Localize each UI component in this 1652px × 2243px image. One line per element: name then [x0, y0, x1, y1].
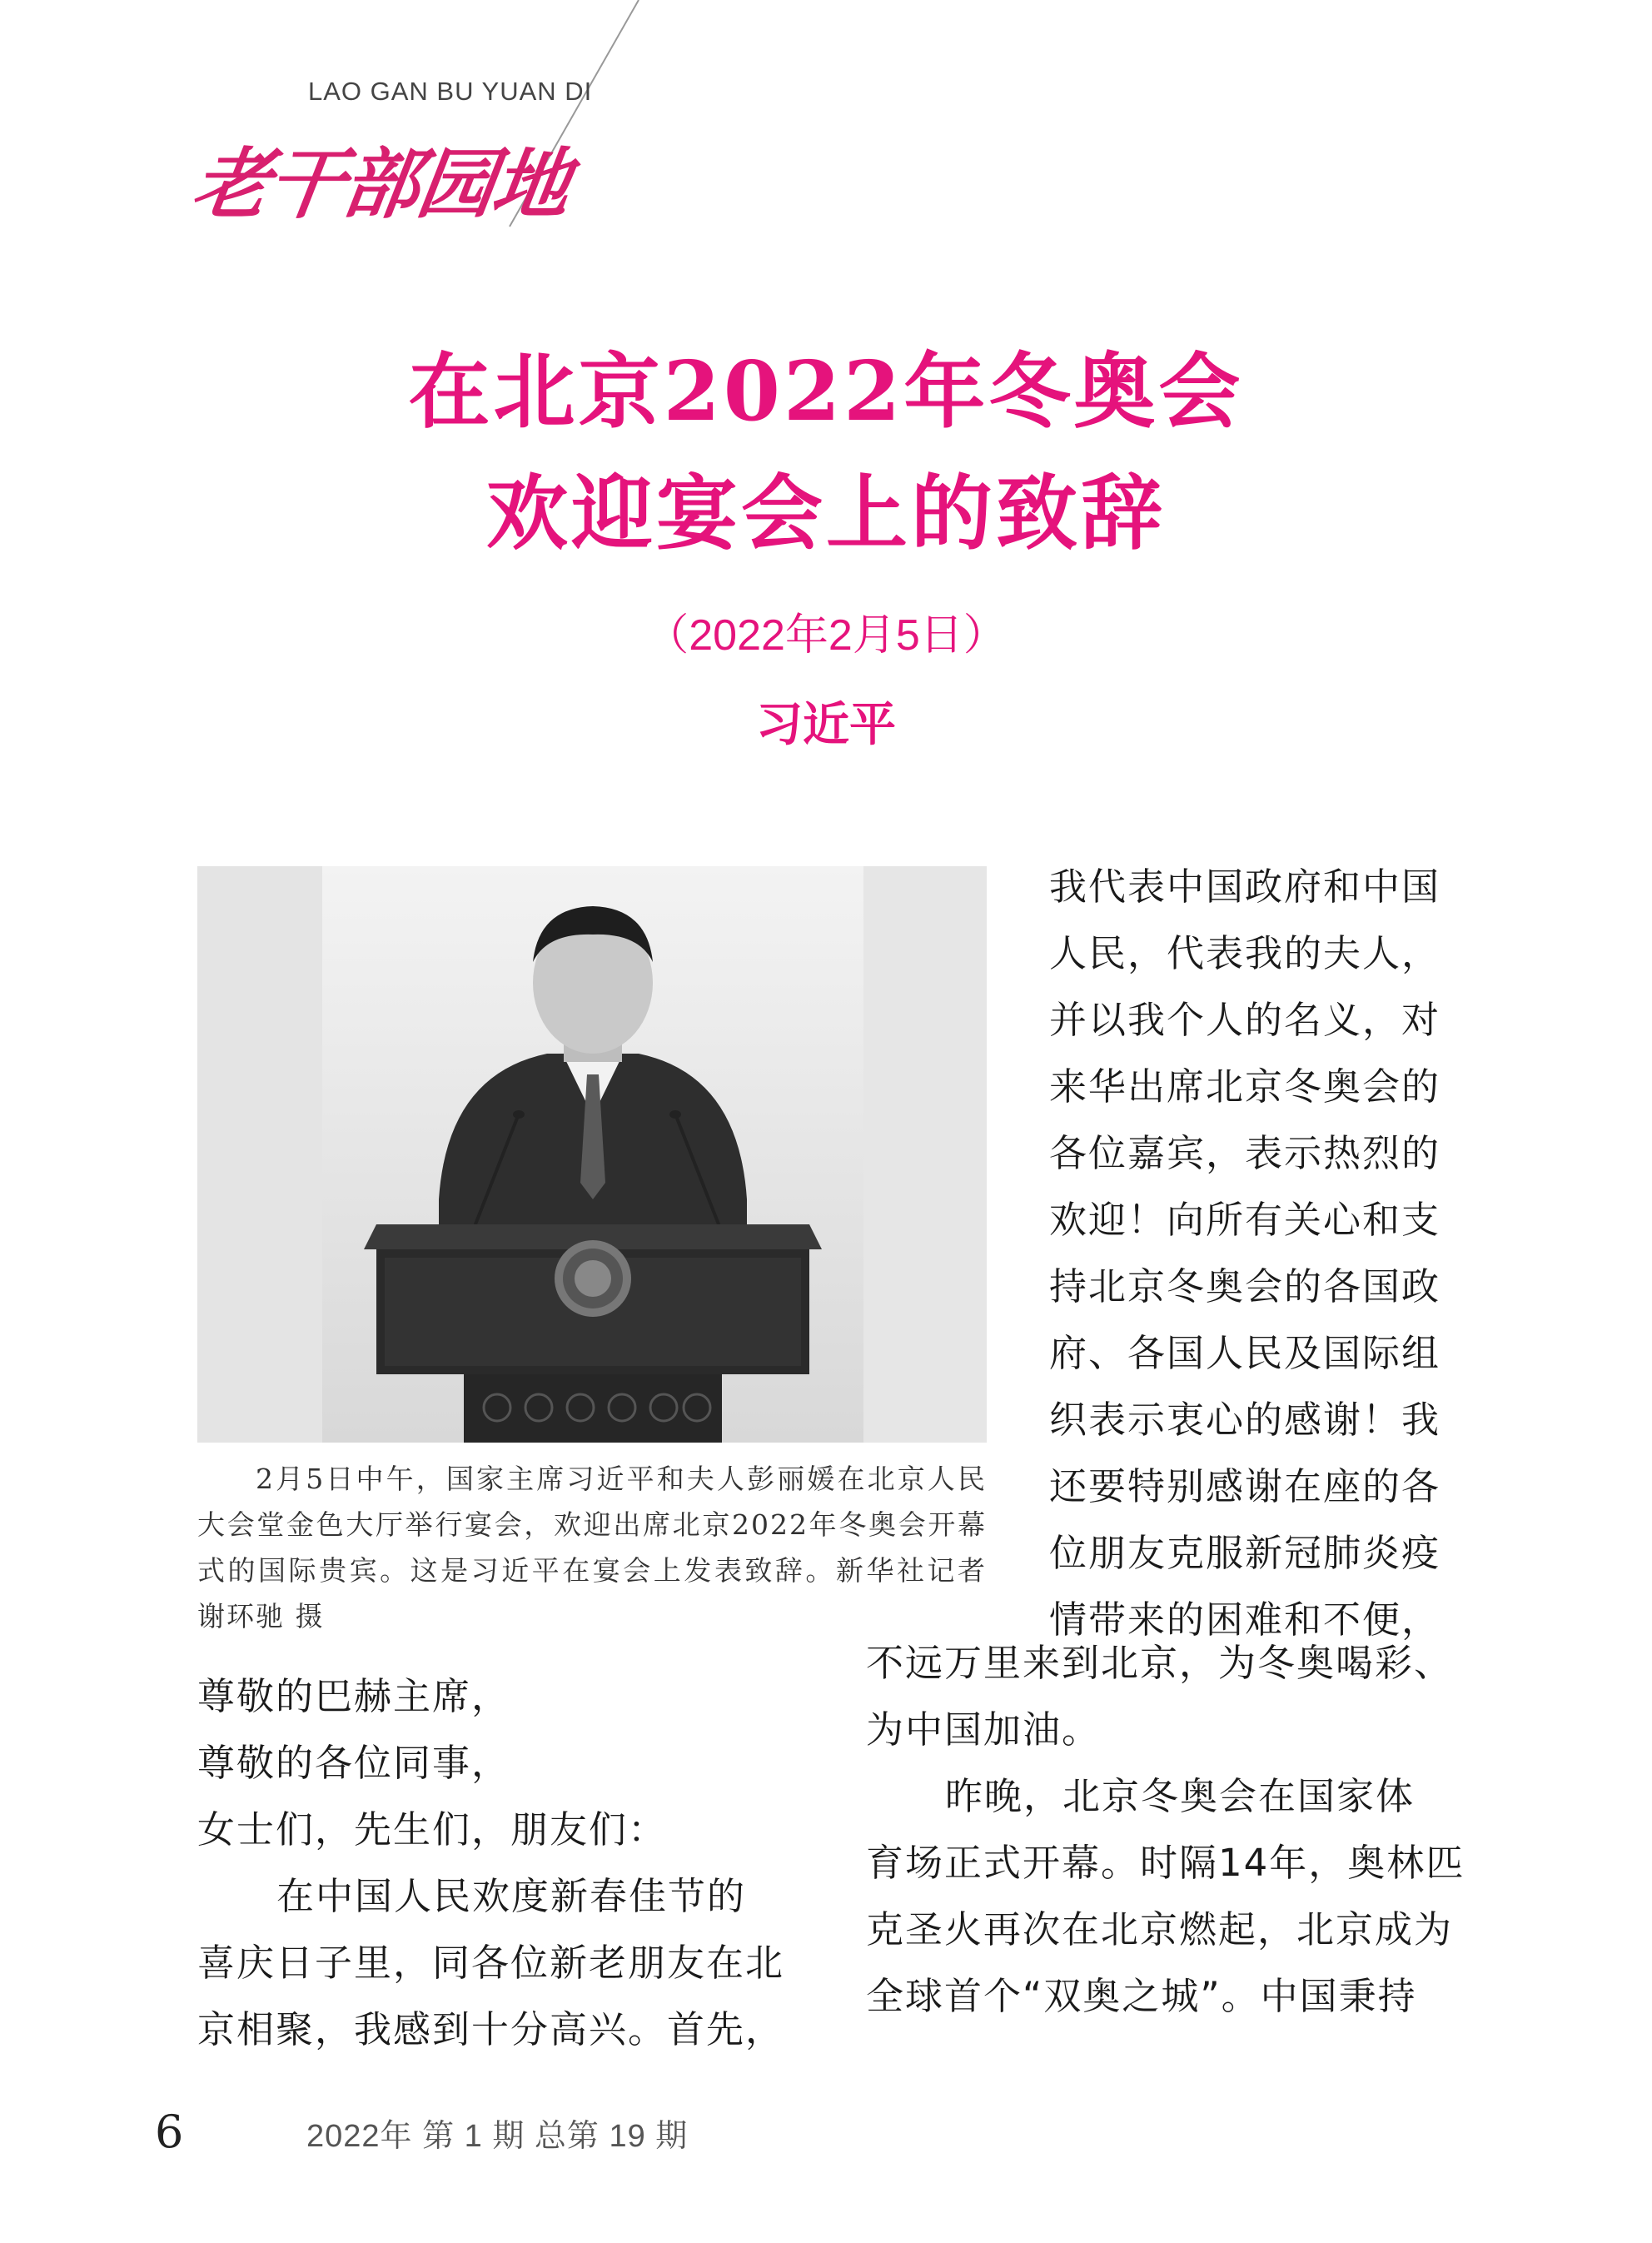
paragraph-line: 持北京冬奥会的各国政: [1049, 1264, 1441, 1308]
magazine-name-english: LAO GAN BU YUAN DI: [308, 77, 593, 106]
article-title-line-1: 在北京2022年冬奥会: [408, 344, 1244, 440]
issue-info: 2022年 第 1 期 总第 19 期: [306, 2119, 689, 2154]
paragraph-line: 还要特别感谢在座的各: [1049, 1464, 1441, 1508]
photo-caption-text: 2月5日中午，国家主席习近平和夫人彭丽媛在北京人民大会堂金色大厅举行宴会，欢迎出席北京2022年冬奥会开幕式的国际贵宾。这是习近平在宴会上发表致辞。新华社记者 谢环驰 摄: [197, 1463, 987, 1632]
paragraph-line: 克圣火再次在北京燃起，北京成为: [866, 1907, 1454, 1951]
photo-caption: [197, 1456, 987, 1639]
paragraph-line: 府、各国人民及国际组: [1049, 1331, 1441, 1375]
body-column-top-right: [1049, 854, 1465, 1653]
paragraph-line: 人民，代表我的夫人，: [1049, 931, 1441, 975]
paragraph-line: 不远万里来到北京，为冬奥喝彩、: [866, 1641, 1454, 1685]
salutation-line: 尊敬的各位同事，: [197, 1741, 511, 1785]
body-column-left: [197, 1663, 814, 2063]
paragraph-line: 欢迎！向所有关心和支: [1049, 1198, 1441, 1242]
paragraph-line: 在中国人民欢度新春佳节的: [276, 1874, 747, 1918]
paragraph-line: 来华出席北京冬奥会的: [1049, 1064, 1441, 1109]
paragraph-line: 育场正式开幕。时隔14年，奥林匹: [866, 1841, 1465, 1885]
paragraph-line: 织表示衷心的感谢！我: [1049, 1398, 1441, 1442]
page-number: 6: [155, 2106, 184, 2158]
magazine-logo: 老干部园地: [187, 139, 575, 229]
paragraph-line: 情带来的困难和不便，: [1049, 1598, 1441, 1642]
paragraph-line: 喜庆日子里，同各位新老朋友在北: [197, 1941, 785, 1985]
article-date: （2022年2月5日）: [645, 611, 1007, 660]
article-author: 习近平: [756, 698, 896, 752]
paragraph-line: 并以我个人的名义，对: [1049, 998, 1441, 1042]
paragraph-line: 京相聚，我感到十分高兴。首先，: [197, 2007, 785, 2051]
paragraph-line: 位朋友克服新冠肺炎疫: [1049, 1531, 1441, 1575]
speech-photo: [197, 866, 987, 1443]
article-title-line-2: 欢迎宴会上的致辞: [485, 466, 1166, 561]
salutation-line: 尊敬的巴赫主席，: [197, 1674, 511, 1718]
paragraph-line: 我代表中国政府和中国: [1049, 865, 1441, 909]
paragraph-line: 昨晚，北京冬奥会在国家体: [945, 1774, 1416, 1818]
paragraph-line: 全球首个“双奥之城”。中国秉持: [866, 1974, 1417, 2018]
paragraph-line: 各位嘉宾，表示热烈的: [1049, 1131, 1441, 1175]
salutation-line: 女士们，先生们，朋友们：: [197, 1807, 668, 1852]
body-column-right: [866, 1630, 1465, 2030]
paragraph-line: 为中国加油。: [866, 1707, 1102, 1752]
